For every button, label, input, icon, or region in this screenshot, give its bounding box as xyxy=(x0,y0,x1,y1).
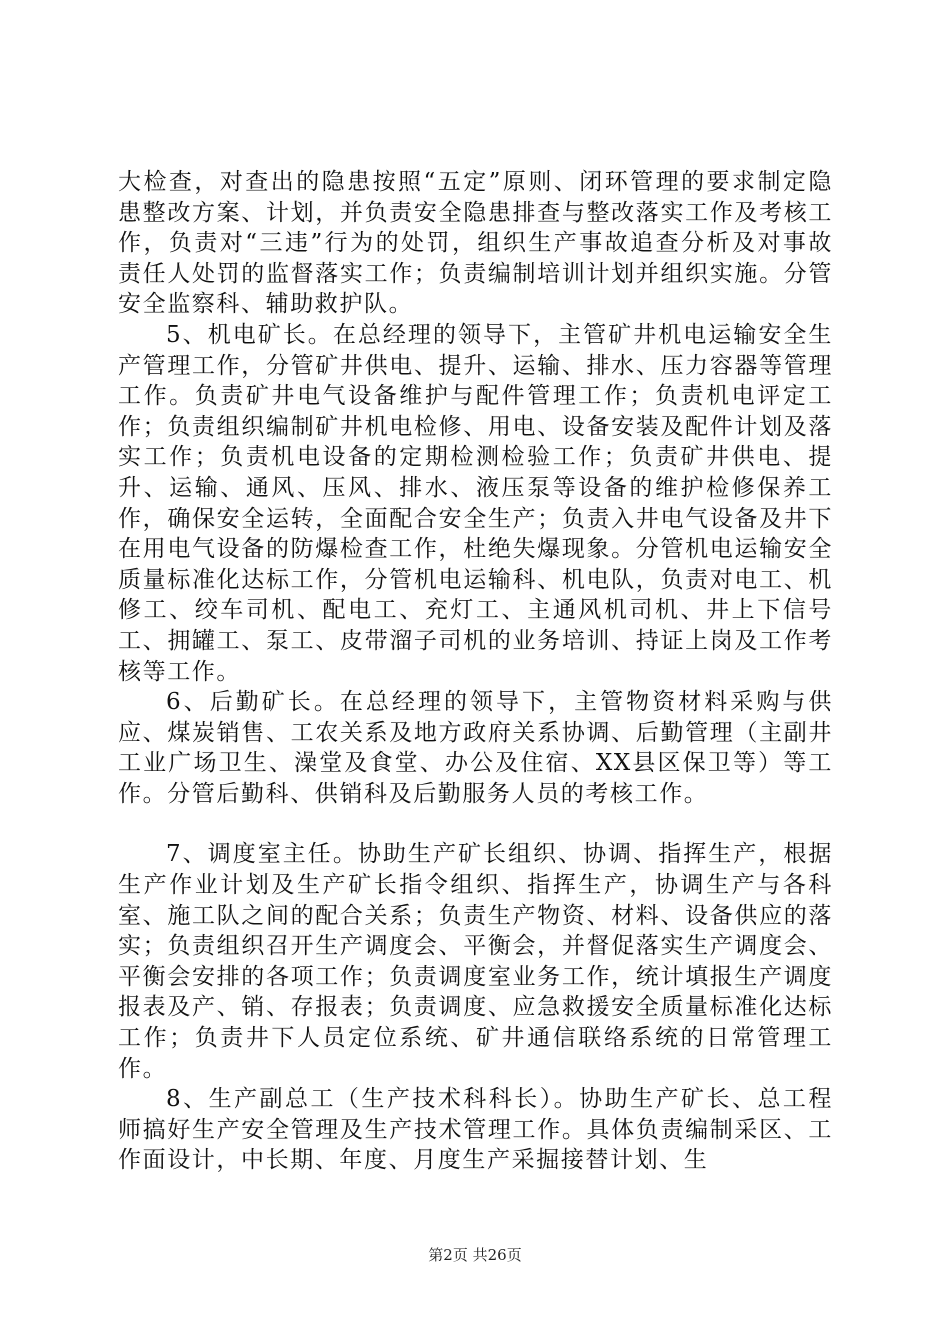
document-body xyxy=(118,167,833,1176)
paragraph-continuation: 大检查，对查出的隐患按照“五定”原则、闭环管理的要求制定隐患整改方案、计划，并负责安全隐患排查与整改落实工作及考核工作，负责对“三违”行为的处罚，组织生产事故追查分析及对事故责任人处罚的监督落实工作；负责编制培训计划并组织实施。分管安全监察科、辅助救护队。 xyxy=(118,169,833,318)
paragraph-item-7: 7、调度室主任。协助生产矿长组织、协调、指挥生产，根据生产作业计划及生产矿长指令组织、指挥生产，协调生产与各科室、施工队之间的配合关系；负责生产物资、材料、设备供应的落实；负责组织召开生产调度会、平衡会，并督促落实生产调度会、平衡会安排的各项工作；负责调度室业务工作，统计填报生产调度报表及产、销、存报表；负责调度、应急救援安全质量标准化达标工作；负责井下人员定位系统、矿井通信联络系统的日常管理工作。 xyxy=(118,841,833,1082)
page-number-footer: 第2页 共26页 xyxy=(428,1246,522,1264)
paragraph-item-6: 6、后勤矿长。在总经理的领导下，主管物资材料采购与供应、煤炭销售、工农关系及地方政府关系协调、后勤管理（主副井工业广场卫生、澡堂及食堂、办公及住宿、XX县区保卫等）等工作。分管后勤科、供销科及后勤服务人员的考核工作。 xyxy=(118,689,833,807)
paragraph-item-8: 8、生产副总工（生产技术科科长）。协助生产矿长、总工程师搞好生产安全管理及生产技术管理工作。具体负责编制采区、工作面设计，中长期、年度、月度生产采掘接替计划、生 xyxy=(118,1086,833,1174)
paragraph-item-5: 5、机电矿长。在总经理的领导下，主管矿井机电运输安全生产管理工作，分管矿井供电、提升、运输、排水、压力容器等管理工作。负责矿井电气设备维护与配件管理工作；负责机电评定工作；负责组织编制矿井机电检修、用电、设备安装及配件计划及落实工作；负责机电设备的定期检测检验工作；负责矿井供电、提升、运输、通风、压风、排水、液压泵等设备的维护检修保养工作，确保安全运转，全面配合安全生产；负责入井电气设备及井下在用电气设备的防爆检查工作，杜绝失爆现象。分管机电运输安全质量标准化达标工作，分管机电运输科、机电队，负责对电工、机修工、绞车司机、配电工、充灯工、主通风机司机、井上下信号工、拥罐工、泵工、皮带溜子司机的业务培训、持证上岗及工作考核等工作。 xyxy=(118,321,833,685)
